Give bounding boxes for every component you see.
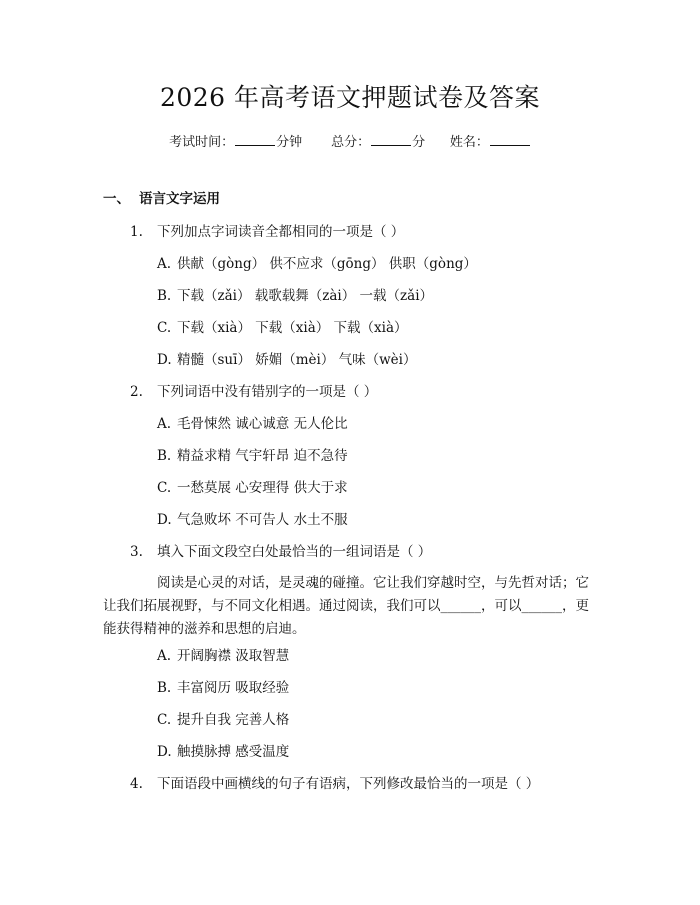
- option-text: 提升自我 完善人格: [177, 712, 290, 728]
- option-letter: C.: [157, 712, 172, 728]
- option-letter: B.: [157, 288, 172, 304]
- question-3-passage: 阅读是心灵的对话，是灵魂的碰撞。它让我们穿越时空，与先哲对话；它让我们拓展视野，与不同文化相遇。通过阅读，我们可以______，可以______，更能获得精神的滋养和思想的启迪。: [103, 575, 589, 637]
- question-4: [130, 774, 539, 794]
- q3-option-d: [157, 742, 289, 762]
- score-blank[interactable]: [371, 131, 411, 146]
- option-text: 精益求精 气宇轩昂 迫不急待: [177, 448, 348, 464]
- question-stem: 下面语段中画横线的句子有语病，下列修改最恰当的一项是（ ）: [157, 776, 540, 792]
- time-blank[interactable]: [235, 131, 275, 146]
- option-text: 供献（gòng） 供不应求（gōng） 供职（gòng）: [177, 256, 477, 272]
- option-letter: D.: [157, 744, 172, 760]
- question-number: 1.: [130, 224, 143, 240]
- q1-option-d: [157, 350, 417, 370]
- exam-info-line: [0, 131, 700, 153]
- option-text: 下载（xià） 下载（xià） 下载（xià）: [177, 320, 408, 336]
- option-text: 精髓（suī） 娇媚（mèi） 气味（wèi）: [177, 352, 417, 368]
- option-text: 下载（zǎi） 载歌载舞（zài） 一载（zǎi）: [177, 288, 434, 304]
- q1-option-c: [157, 318, 408, 338]
- option-letter: C.: [157, 320, 172, 336]
- option-text: 开阔胸襟 汲取智慧: [177, 648, 290, 664]
- option-text: 一愁莫展 心安理得 供大于求: [177, 480, 348, 496]
- question-stem: 下列词语中没有错别字的一项是（ ）: [157, 384, 378, 400]
- page-title: 2026 年高考语文押题试卷及答案: [159, 83, 541, 112]
- q2-option-c: [157, 478, 348, 498]
- question-number: 2.: [130, 384, 143, 400]
- option-text: 毛骨悚然 诚心诚意 无人伦比: [177, 416, 348, 432]
- question-stem: 下列加点字词读音全都相同的一项是（ ）: [157, 224, 405, 240]
- option-text: 气急败坏 不可告人 水土不服: [177, 512, 348, 528]
- question-1: [130, 222, 404, 242]
- option-letter: A.: [157, 416, 172, 432]
- name-blank[interactable]: [490, 131, 530, 146]
- question-number: 3.: [130, 544, 143, 560]
- q2-option-b: [157, 446, 348, 466]
- option-letter: B.: [157, 448, 172, 464]
- q1-option-b: [157, 286, 433, 306]
- q3-option-c: [157, 710, 289, 730]
- name-label: 姓名：: [449, 135, 489, 150]
- option-letter: B.: [157, 680, 172, 696]
- score-label: 总分：: [331, 135, 371, 150]
- option-text: 丰富阅历 吸取经验: [177, 680, 290, 696]
- question-stem: 填入下面文段空白处最恰当的一组词语是（ ）: [157, 544, 432, 560]
- q2-option-d: [157, 510, 348, 530]
- question-2: [130, 382, 377, 402]
- q2-option-a: [157, 414, 348, 434]
- score-unit: 分: [412, 135, 426, 150]
- time-label: 考试时间：: [169, 135, 235, 150]
- question-number: 4.: [130, 776, 143, 792]
- section-number: 一、: [103, 191, 130, 207]
- option-letter: D.: [157, 512, 172, 528]
- section-heading: [103, 189, 220, 209]
- option-letter: A.: [157, 648, 172, 664]
- section-title: 语言文字运用: [139, 191, 220, 207]
- option-letter: A.: [157, 256, 172, 272]
- q1-option-a: [157, 254, 477, 274]
- q3-option-b: [157, 678, 289, 698]
- question-3: [130, 542, 431, 562]
- option-letter: D.: [157, 352, 172, 368]
- time-unit: 分钟: [276, 135, 303, 150]
- q3-option-a: [157, 646, 289, 666]
- option-letter: C.: [157, 480, 172, 496]
- option-text: 触摸脉搏 感受温度: [177, 744, 290, 760]
